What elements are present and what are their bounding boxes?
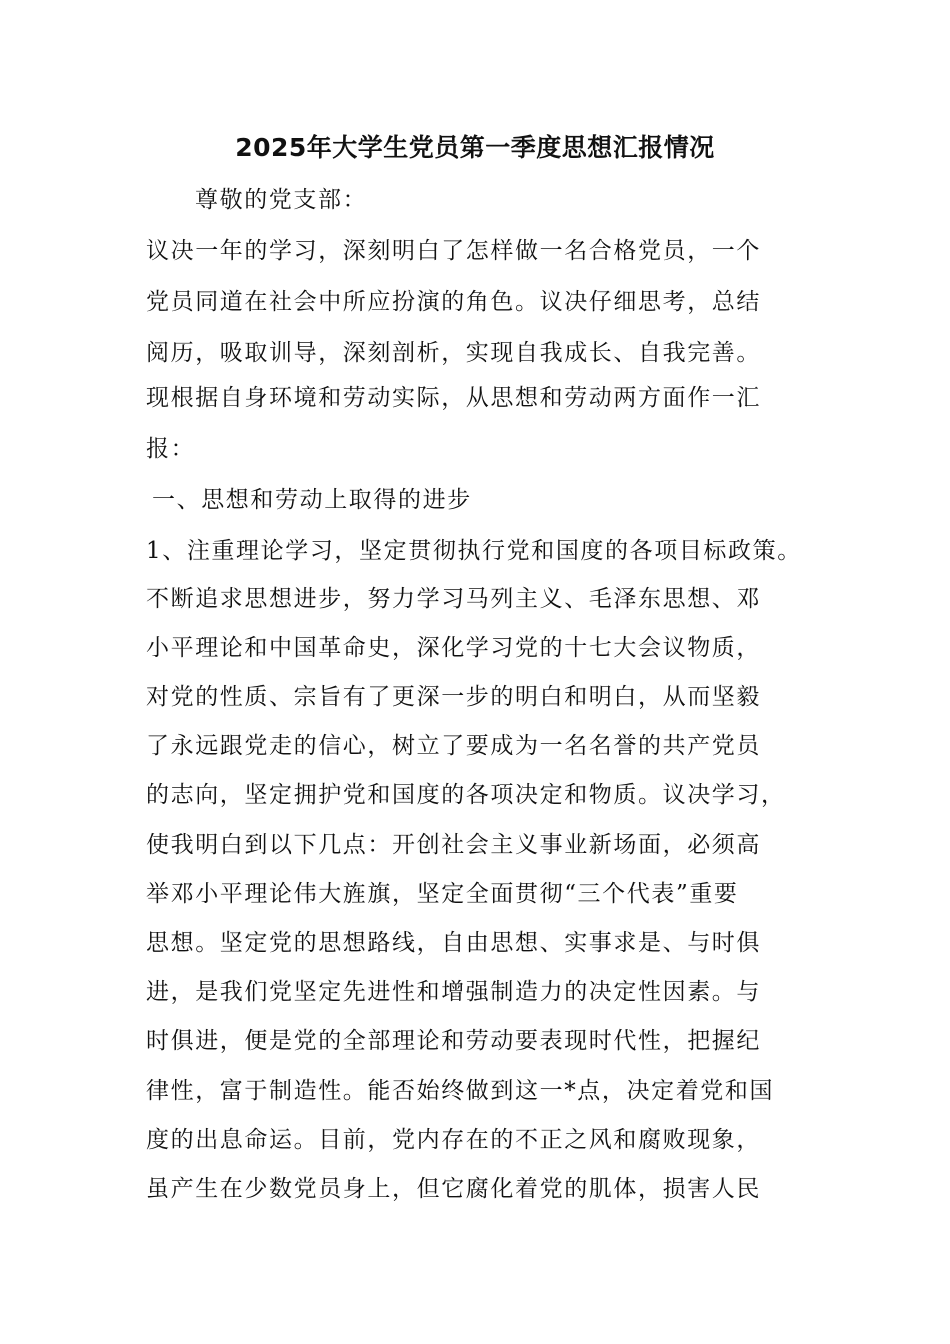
body-line: 1、注重理论学习，坚定贯彻执行党和国度的各项目标政策。 — [146, 538, 802, 564]
body-line: 阅历，吸取训导，深刻剖析，实现自我成长、自我完善。 — [146, 340, 761, 366]
body-line: 了永远跟党走的信心，树立了要成为一名名誉的共产党员 — [146, 733, 761, 759]
section-heading: 一、思想和劳动上取得的进步 — [152, 487, 472, 513]
body-line: 进，是我们党坚定先进性和增强制造力的决定性因素。与 — [146, 979, 761, 1005]
body-line: 不断追求思想进步，努力学习马列主义、毛泽东思想、邓 — [146, 586, 761, 612]
body-line: 现根据自身环境和劳动实际，从思想和劳动两方面作一汇 — [146, 385, 761, 411]
salutation: 尊敬的党支部： — [195, 187, 368, 213]
body-line: 律性，富于制造性。能否始终做到这一*点，决定着党和国 — [146, 1078, 775, 1104]
body-line: 小平理论和中国革命史，深化学习党的十七大会议物质， — [146, 635, 761, 661]
body-line: 议决一年的学习，深刻明白了怎样做一名合格党员，一个 — [146, 238, 761, 264]
body-line: 度的出息命运。目前，党内存在的不正之风和腐败现象， — [146, 1127, 761, 1153]
body-line: 虽产生在少数党员身上，但它腐化着党的肌体，损害人民 — [146, 1176, 761, 1202]
document-title: 2025年大学生党员第一季度思想汇报情况 — [235, 133, 715, 162]
body-line: 使我明白到以下几点：开创社会主义事业新场面，必须高 — [146, 832, 761, 858]
body-line: 举邓小平理论伟大旌旗，坚定全面贯彻“三个代表”重要 — [146, 881, 739, 907]
body-line: 对党的性质、宗旨有了更深一步的明白和明白，从而坚毅 — [146, 684, 761, 710]
body-line: 思想。坚定党的思想路线，自由思想、实事求是、与时俱 — [146, 930, 761, 956]
body-line: 的志向，坚定拥护党和国度的各项决定和物质。议决学习， — [146, 782, 786, 808]
body-line: 时俱进，便是党的全部理论和劳动要表现时代性，把握纪 — [146, 1028, 761, 1054]
body-line: 报： — [146, 436, 196, 462]
body-line: 党员同道在社会中所应扮演的角色。议决仔细思考，总结 — [146, 289, 761, 315]
